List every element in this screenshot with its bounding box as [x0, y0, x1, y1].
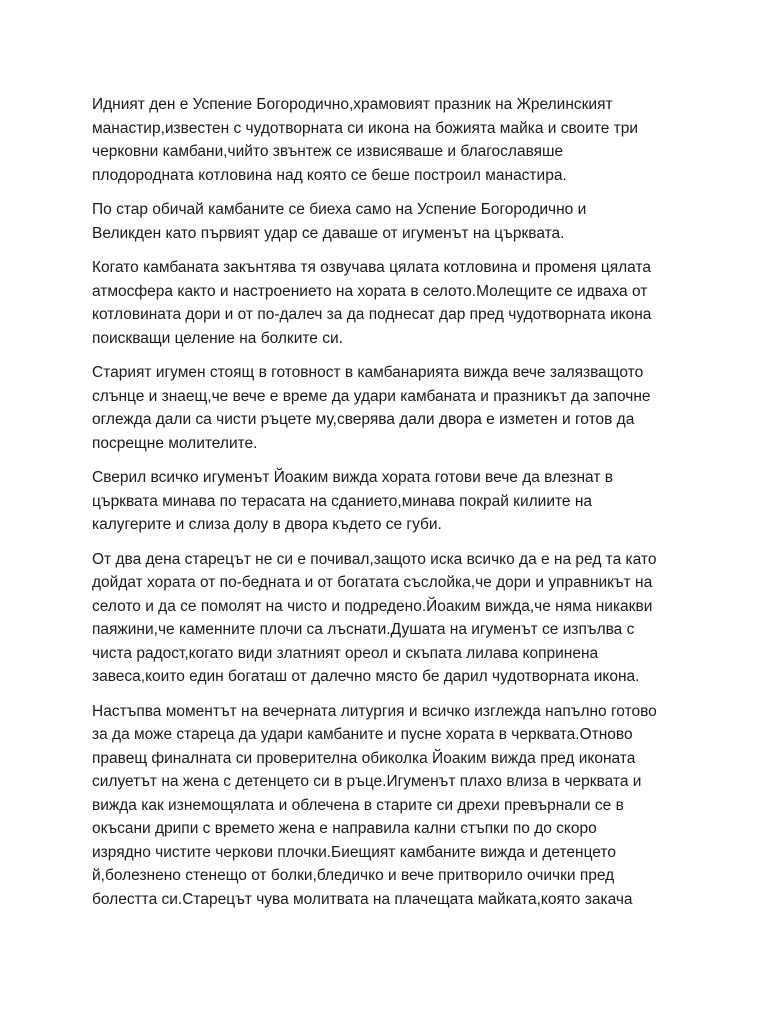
- paragraph-line: Великден като първият удар се даваше от игуменът на църквата.: [92, 224, 565, 242]
- paragraph-line: Настъпва моментът на вечерната литургия и всичко изглежда напълно готово: [92, 702, 657, 720]
- paragraph-line: слънце и знаещ,че вече е време да удари камбаната и празникът да започне: [92, 387, 651, 405]
- paragraph-line: болестта си.Старецът чува молитвата на плачещата майката,която закача: [92, 890, 633, 908]
- paragraph-line: правещ финалната си проверителна обиколка Йоаким вижда пред иконата: [92, 749, 636, 767]
- paragraph-line: Сверил всичко игуменът Йоаким вижда хората готови вече да влезнат в: [92, 469, 613, 486]
- paragraph-2: [92, 198, 692, 245]
- paragraph-7: [92, 700, 692, 912]
- paragraph-line: за да може стареца да удари камбаните и пусне хората в черквата.Отново: [92, 726, 633, 743]
- paragraph-line: завеса,които един богаташ от далечно място бе дарил чудотворната икона.: [92, 668, 640, 685]
- paragraph-line: оглежда дали са чисти ръцете му,сверява дали двора е изметен и готов да: [92, 411, 635, 428]
- paragraph-6: [92, 548, 692, 689]
- paragraph-3: [92, 256, 692, 350]
- paragraph-line: поискващи целение на болките си.: [92, 329, 343, 347]
- paragraph-line: калугерите и слиза долу в двора където се губи.: [92, 516, 442, 533]
- paragraph-line: По стар обичай камбаните се биеха само на Успение Богородично и: [92, 201, 587, 218]
- paragraph-line: черковни камбани,чийто звънтеж се извисяваше и благославяше: [92, 143, 564, 160]
- paragraph-line: дойдат хората от по-бедната и от богатата съслойка,че дори и управникът на: [92, 574, 653, 591]
- paragraph-line: паяжини,че каменните плочи са лъснати.Душата на игуменът се изпълва с: [92, 621, 635, 638]
- paragraph-line: селото и да се помолят на чисто и подредено.Йоаким вижда,че няма никакви: [92, 597, 653, 615]
- paragraph-5: [92, 466, 692, 537]
- paragraph-line: манастир,известен с чудотворната си икона на божията майка и своите три: [92, 119, 639, 137]
- paragraph-1: [92, 93, 692, 187]
- paragraph-line: Старият игумен стоящ в готовност в камбанарията вижда вече залязващото: [92, 364, 644, 381]
- paragraph-line: й,болезнено стенещо от болки,бледичко и вече притворило очички пред: [92, 867, 615, 884]
- paragraph-line: вижда как изнемощялата и облечена в старите си дрехи превърнали се в: [92, 796, 624, 814]
- paragraph-line: Идният ден е Успение Богородично,храмовият празник на Жрелинският: [92, 96, 613, 113]
- paragraph-line: окъсани дрипи с времето жена е направила кални стъпки по до скоро: [92, 820, 597, 837]
- paragraph-line: атмосфера както и настроението на хората в селото.Молещите се идваха от: [92, 282, 648, 300]
- paragraph-line: църквата минава по терасата на сданието,минава покрай килиите на: [92, 492, 593, 510]
- paragraph-line: Когато камбаната закънтява тя озвучава цялата котловина и променя цялата: [92, 259, 651, 276]
- paragraph-line: силуетът на жена с детенцето си в ръце.Игуменът плахо влиза в черквата и: [92, 773, 642, 790]
- paragraph-line: плодородната котловина над която се беше построил манастира.: [92, 166, 567, 184]
- paragraph-line: посрещне молителите.: [92, 434, 258, 452]
- paragraph-4: [92, 361, 692, 455]
- paragraph-line: От два дена старецът не си е почивал,защото иска всичко да е на ред та като: [92, 550, 657, 568]
- paragraph-line: котловината дори и от по-далеч за да поднесат дар пред чудотворната икона: [92, 306, 652, 323]
- paragraph-line: чиста радост,когато види златният ореол и скъпата лилава копринена: [92, 644, 599, 662]
- paragraph-line: изрядно чистите черкови плочки.Биещият камбаните вижда и детенцето: [92, 843, 616, 861]
- document-body: [92, 93, 692, 922]
